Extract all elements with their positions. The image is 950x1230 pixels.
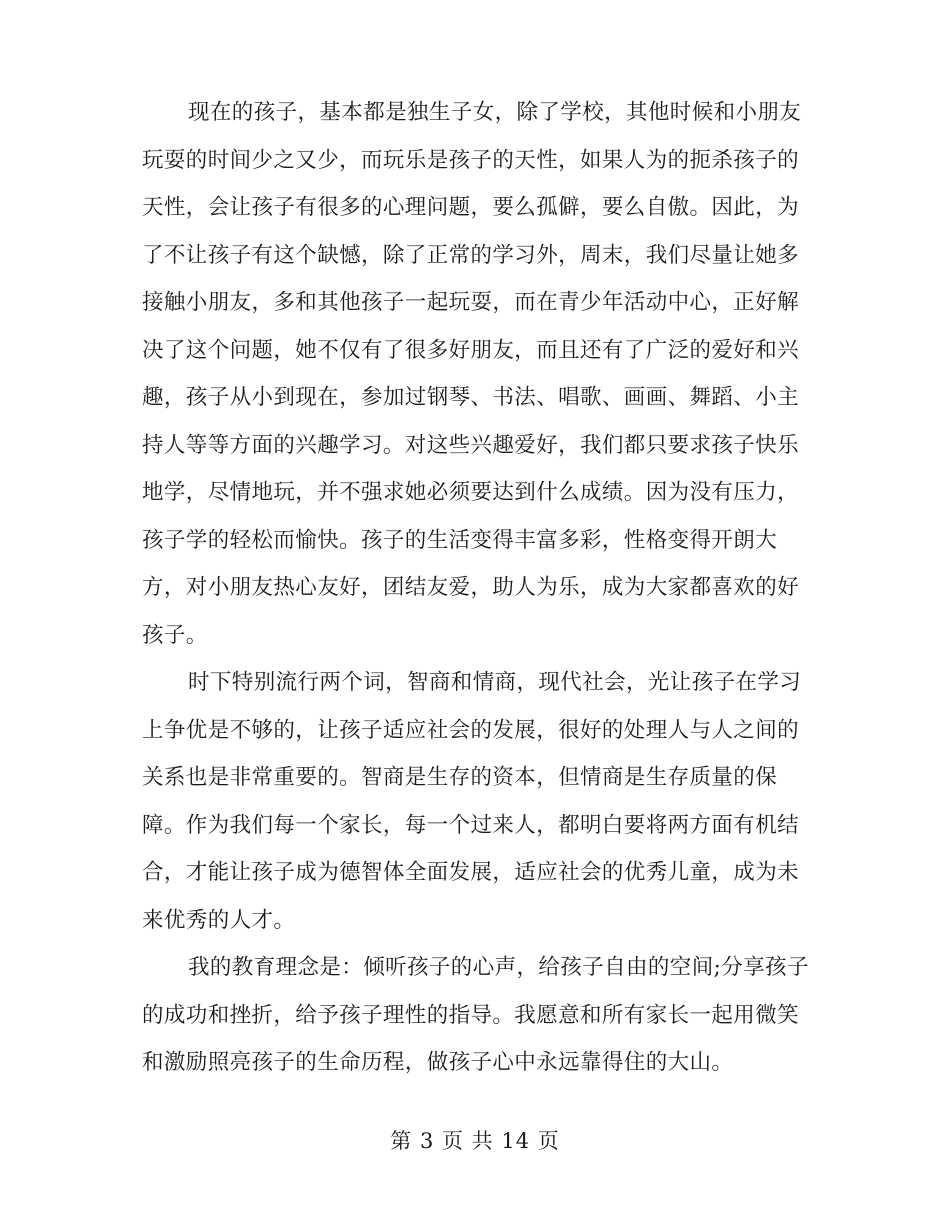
text-line: 合，才能让孩子成为德智体全面发展，适应社会的优秀儿童，成为未 [142,860,800,885]
text-line: 方，对小朋友热心友好，团结友爱，助人为乐，成为大家都喜欢的好 [142,575,800,600]
text-line: 孩子学的轻松而愉快。孩子的生活变得丰富多彩，性格变得开朗大 [142,527,778,553]
text-line: 孩子。 [142,622,208,648]
text-line: 和激励照亮孩子的生命历程，做孩子心中永远靠得住的大山。 [142,1050,734,1075]
text-line: 持人等等方面的兴趣学习。对这些兴趣爱好，我们都只要求孩子快乐 [142,432,800,458]
page-number-footer: 第 3 页 共 14 页 [390,1129,560,1153]
text-line: 上争优是不够的，让孩子适应社会的发展，很好的处理人与人之间的 [142,717,800,743]
text-line: 地学，尽情地玩，并不强求她必须要达到什么成绩。因为没有压力， [142,480,800,505]
text-line: 来优秀的人才。 [142,907,296,933]
text-line: 关系也是非常重要的。智商是生存的资本，但情商是生存质量的保 [142,765,778,790]
paragraph-1 [142,89,814,659]
paragraph-2 [142,659,814,944]
text-line: 决了这个问题，她不仅有了很多好朋友，而且还有了广泛的爱好和兴 [142,337,800,363]
text-line: 了不让孩子有这个缺憾，除了正常的学习外，周末，我们尽量让她多 [142,242,800,268]
text-line: 天性，会让孩子有很多的心理问题，要么孤僻，要么自傲。因此，为 [142,195,800,220]
text-line: 我的教育理念是：倾听孩子的心声，给孩子自由的空间;分享孩子 [188,955,809,980]
text-line: 的成功和挫折，给予孩子理性的指导。我愿意和所有家长一起用微笑 [142,1002,800,1028]
text-line: 趣，孩子从小到现在，参加过钢琴、书法、唱歌、画画、舞蹈、小主 [142,385,800,410]
text-line: 障。作为我们每一个家长，每一个过来人，都明白要将两方面有机结 [142,812,800,838]
text-line: 时下特别流行两个词，智商和情商，现代社会，光让孩子在学习 [188,670,802,695]
text-line: 接触小朋友，多和其他孩子一起玩耍，而在青少年活动中心，正好解 [142,290,800,315]
paragraph-3 [142,944,814,1087]
document-body [142,89,814,1087]
text-line: 现在的孩子，基本都是独生子女，除了学校，其他时候和小朋友 [188,100,802,125]
text-line: 玩耍的时间少之又少，而玩乐是孩子的天性，如果人为的扼杀孩子的 [142,147,800,173]
